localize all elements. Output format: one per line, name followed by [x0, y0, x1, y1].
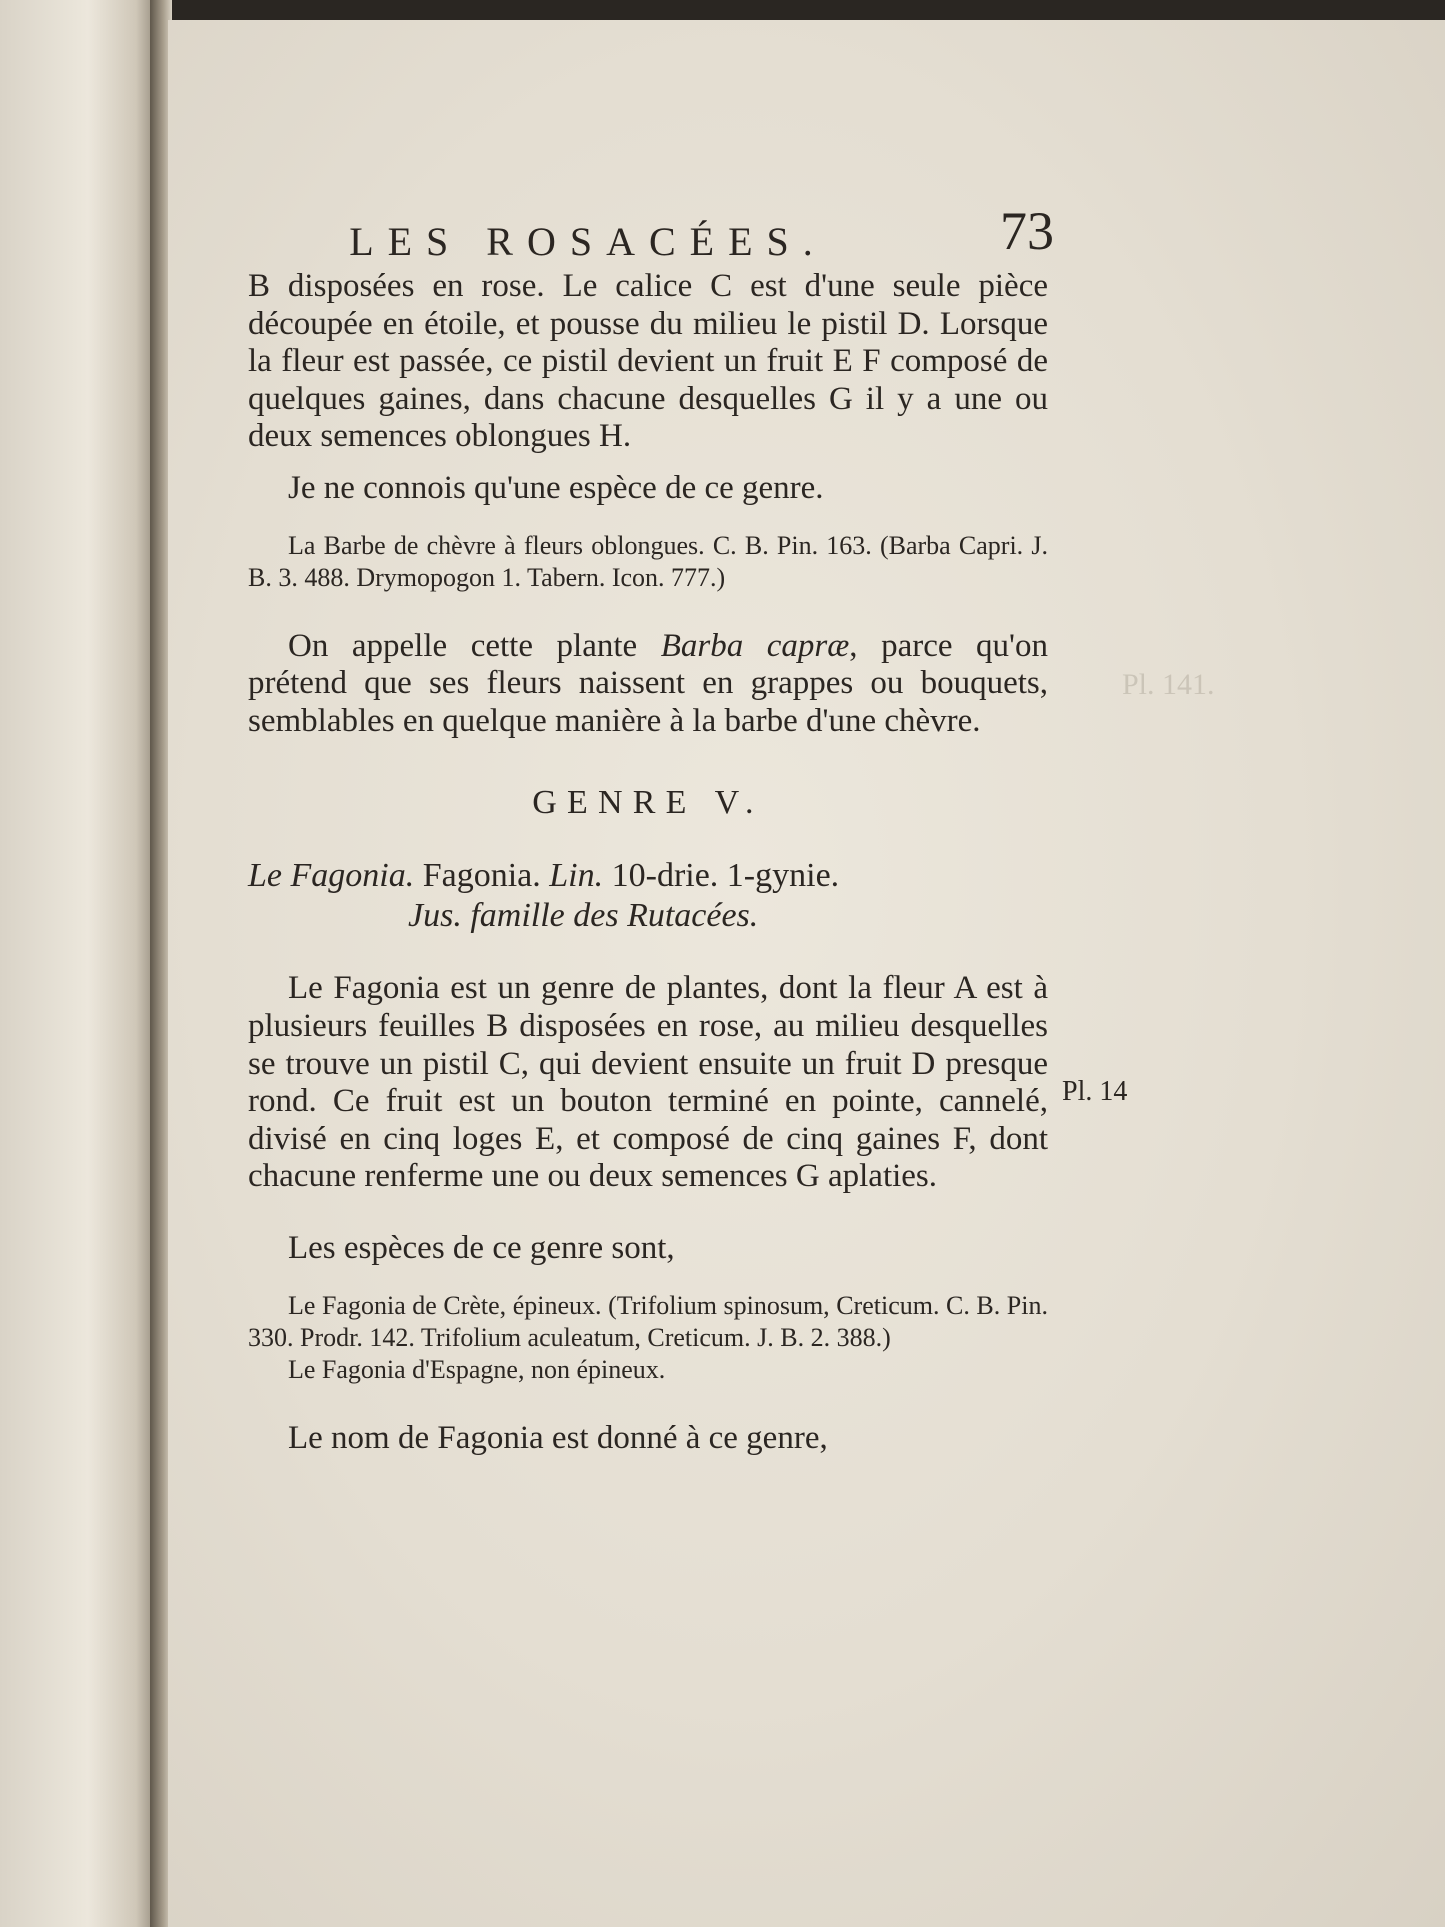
species-entry: Le Fagonia d'Espagne, non épineux. — [288, 1354, 666, 1384]
paragraph-name-origin: On appelle cette plante Barba capræ, parce qu'on prétend que ses fleurs naissent en grappes ou bouquets, semblables en quelque manière à la barbe d'une chèvre. — [248, 627, 1048, 739]
margin-note-plate: Pl. 14 — [1062, 1076, 1128, 1107]
species-entry: La Barbe de chèvre à fleurs oblongues. C. B. Pin. 163. (Barba Capri. J. B. 3. 488. Drymopogon 1. Tabern. Icon. 777.) — [248, 530, 1048, 592]
paragraph-description: B disposées en rose. Le calice C est d'une seule pièce découpée en étoile, et pousse du milieu le pistil D. Lorsque la fleur est passée, ce pistil devient un fruit E F composé de quelques gaines, dans chacune desquelles G il y a une ou deux semences oblongues H. — [248, 268, 1048, 455]
page-text-block — [248, 200, 1054, 1457]
bleed-through-margin-note: Pl. 141. — [1122, 668, 1215, 701]
paragraph-name-note: Le nom de Fagonia est donné à ce genre, — [288, 1419, 828, 1456]
paragraph-fagonia-description: Le Fagonia est un genre de plantes, dont la fleur A est à plusieurs feuilles B disposées en rose, au milieu desquelles se trouve un pistil C, qui devient ensuite un fruit D presque rond. Ce fruit est un bouton terminé en pointe, cannelé, divisé en cinq loges E, et composé de cinq gaines F, dont chacune renferme une ou deux semences G aplaties. — [248, 970, 1048, 1195]
running-title: LES ROSACÉES. — [349, 219, 827, 264]
paragraph-species-intro: Les espèces de ce genre sont, — [288, 1229, 675, 1266]
paragraph-species-count: Je ne connois qu'une espèce de ce genre. — [288, 469, 824, 506]
page-number: 73 — [1000, 201, 1054, 261]
genre-heading: GENRE V. — [532, 784, 764, 822]
genus-title: Le Fagonia. Fagonia. Lin. 10-drie. 1-gynie. Jus. famille des Rutacées. — [248, 857, 840, 935]
species-entry: Le Fagonia de Crète, épineux. (Trifolium spinosum, Creticum. C. B. Pin. 330. Prodr. 142. Trifolium aculeatum, Creticum. J. B. 2. 388.) — [248, 1290, 1048, 1352]
running-head — [248, 200, 1054, 264]
left-page-edge — [0, 0, 160, 1927]
